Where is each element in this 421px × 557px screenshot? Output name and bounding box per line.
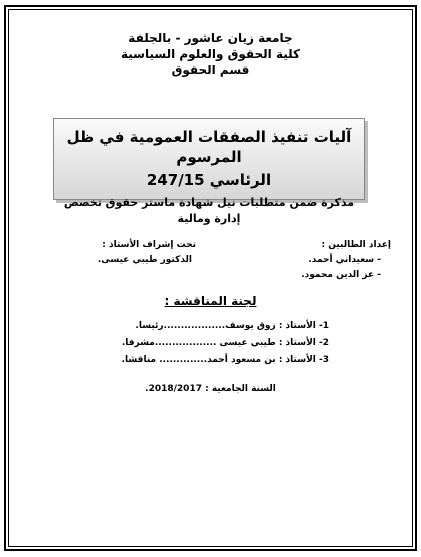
- supervisor-block: [66, 238, 196, 268]
- committee-member: 1- الأستاذ : زوق يوسف..................رئيسا.: [135, 321, 329, 331]
- institution-header: [0, 30, 421, 78]
- faculty-name: كلية الحقوق والعلوم السياسية: [120, 47, 301, 61]
- supervisor-name: الدكتور طيبي عيسى.: [97, 255, 192, 265]
- thesis-title-line-1: آليات تنفيذ الصفقات العمومية في ظل المرسوم: [66, 128, 352, 166]
- committee-list: [89, 318, 329, 369]
- department-name: قسم الحقوق: [171, 63, 250, 77]
- university-name: جامعة زيان عاشور - بالجلفة: [128, 31, 293, 45]
- student-name: - سعيداني أحمد.: [308, 255, 381, 265]
- committee-title: لجنة المناقشة :: [164, 294, 257, 308]
- students-block: [251, 238, 391, 283]
- students-label: إعداد الطالبين :: [321, 240, 391, 250]
- academic-year: السنة الجامعية : 2018/2017.: [145, 384, 276, 394]
- student-name: - عز الدين محمود.: [301, 270, 381, 280]
- supervisor-label: تحت إشراف الأستاذ :: [102, 240, 196, 250]
- thesis-title-box: [53, 118, 365, 225]
- committee-member: 2- الأستاذ : طيبي عيسى ..................مشرفا.: [121, 338, 329, 348]
- thesis-subtitle: مذكرة ضمن متطلبات نيل شهادة ماستر حقوق تخصص إدارة ومالية: [63, 196, 355, 225]
- committee-member: 3- الأستاذ : بن مسعود أحمد.............. مناقشا.: [121, 355, 329, 365]
- thesis-title-line-2: الرئاسي 247/15: [146, 171, 272, 189]
